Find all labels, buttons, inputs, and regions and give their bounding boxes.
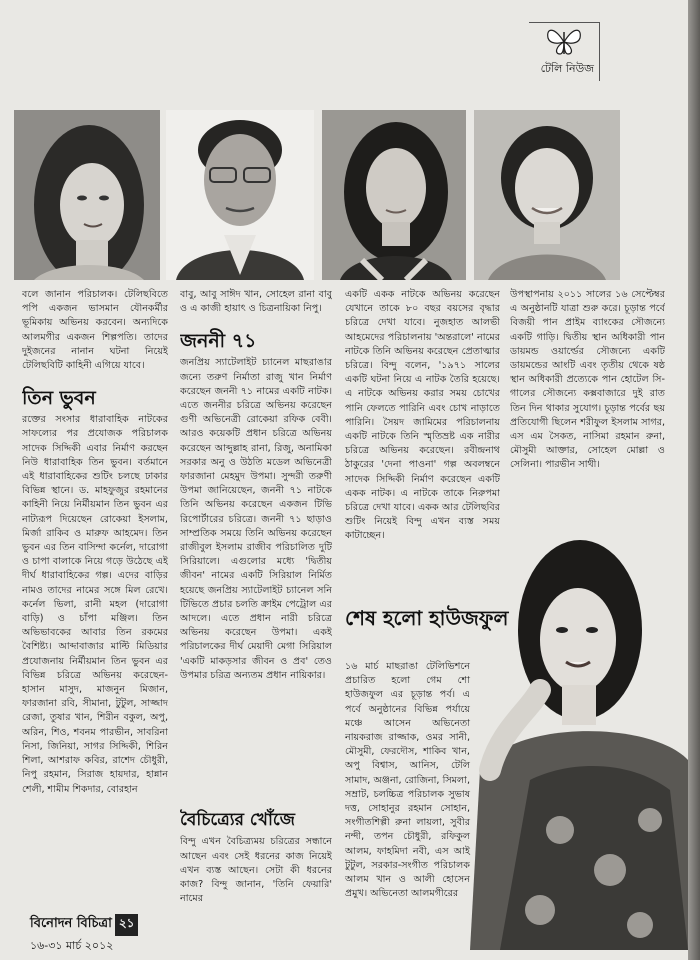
photo-actor: [166, 110, 314, 280]
column-2: [180, 288, 332, 943]
photo-actress-2: [322, 110, 466, 280]
issue-date: ১৬-৩১ মার্চ ২০১২: [30, 939, 114, 952]
page-edge: [688, 0, 700, 960]
heading-housefull: শেষ হলো হাউজফুল: [345, 606, 509, 630]
model-photo: [470, 530, 688, 950]
col2-body2: বিন্দু এখন বৈচিত্র্যময় চরিত্রের সন্ধানে আছেন এবং সেই ধরনের কাজ নিয়েই এখন ব্যস্ত আছেন। সেটা কী ধরনের কাজ? বিন্দু জানান, 'তিনি ফেয়ারি' নামের: [180, 836, 332, 905]
heading-janani-71: জননী ৭১: [180, 330, 257, 353]
col2-body1: জনপ্রিয় স্যাটেলাইট চ্যানেল মাছরাঙার জন্যে তরুণ নির্মাতা রাজু খান নির্মাণ করেছেন জননী ৭১ নামের একটি নাটক। এতে জননীর চরিত্রে অভিনয় করেছেন গুণী অভিনেত্রী রোকেয়া রফিক বেবী। আরও কয়েকটি প্রধান চরিত্রে অভিনয় করেছেন আব্দুল্লাহ রানা, রিজু, অনামিকা সরকার অনু ও উঠতি মডেল অভিনেত্রী ফারজানা মেহমুদ উপমা। সুন্দরী তরুণী উপমা জানিয়েছেন, জননী ৭১ নাটকে তিনি অভিনয় করেছেন একজন টিভি রিপোর্টারের চরিত্রে। জননী ৭১ ছাড়াও সাম্প্রতিক সময়ে তিনি অভিনয় করেছেন রাজীবুল ইসলাম রাজীব পরিচালিত দুটি সিরিয়ালে। এগুলোর মধ্যে 'দ্বিতীয় জীবন' নামের একটি সিরিয়াল নির্মিত হয়েছে জনপ্রিয় স্যাটেলাইট চ্যানেল সনি টিভিতে প্রচার চলতি ক্রাইম পেট্রোল এর আদলে। এতে প্রধান নারী চরিত্রে অভিনয় করেছেন উপমা। একই পরিচালকের দীর্ঘ মেয়াদী মেগা সিরিয়াল 'একটি মাকড়সার জীবন ও প্রব' তেও উপমার চরিত্র অন্যতম প্রধান নায়িকার।: [180, 357, 332, 681]
col3-body: একটি একক নাটকে অভিনয় করেছেন যেখানে তাকে ৮০ বছর বয়সের বৃদ্ধার চরিত্রে দেখা যাবে। নুজহাত আলভী আহমেদের পরিচালনায় 'অন্তরালে' নামের নাটকে তিনি অভিনয় করেছেন প্রেতাত্মার চরিত্রে। বিন্দু বলেন, '১৯৭১ সালের একটি ঘটনা নিয়ে এ নাটক তৈরি হয়েছে। এ নাটকে অভিনয় করার সময় চোখের পানি ফেলতে পারিনি এবং চোখ নাড়াতে পারিনি। সৈয়দ জামিমের পরিচালনায় একটি নাটকে তিনি স্মৃতিভ্রষ্ট এক নারীর চরিত্রে অভিনয় করেছেন। রবীন্দ্রনাথ ঠাকুরের 'দেনা পাওনা' গল্প অবলম্বনে সাদেক সিদ্দিকী নির্মাণ করেছেন একটি একক নাটক। এ নাটকে তাকে নিরুপমা চরিত্রে দেখা যাবে। একক আর টেলিছবির শুটিং নিয়েই বিন্দু এখন ব্যস্ত সময় কাটাচ্ছেন।: [345, 289, 500, 542]
photo-actress-1: [14, 110, 160, 280]
col1-body: রক্তের সংসার ধারাবাহিক নাটকের সাফল্যের পর প্রযোজক পরিচালক সাদেক সিদ্দিকী এবার নির্মাণ করছেন নিউ ধারাবাহিক তিন ভুবন। বর্তমানে এই ধারাবাহিকের শুটিং চলছে ঢাকার বিভিন্ন স্থানে। ড. মাহফুজুর রহমানের কাহিনী নিয়ে নির্মীয়মান তিন ভুবন এর নাট্যরূপ দিয়েছেন রোকেয়া ইসলাম, মির্জা রাকিব ও মারুফ আহমেদ। তিন ভুবন এর তিন বাসিন্দা কর্নেল, দারোগা ও চাপা বালাকে নিয়ে গড়ে উঠেছে এই দীর্ঘ ধারাবাহিকের গল্প। এদের বাড়ির নামও তাদের নামের সঙ্গে মিল রেখে। কর্নেল ভিলা, রানী মহল (দারোগা বাড়ি) ও চাঁপা মঞ্জিল। তিন অভিভাবকের আবার তিন রকমের বৈশিষ্ট্য। আব্দাবাজার মাল্টি মিডিয়ার প্রযোজনায় নির্মীয়মান তিন ভুবন এর বিভিন্ন চরিত্রে অভিনয় করেছেন- হাসান মাসুদ, মাজনুন মিজান, ফারজানা রবি, সীমানা, টুটুল, সাজ্জাদ রেজা, তুষার খান, শিরীন বকুল, অপু, অরিন, শিও, শবনম পারভীন, সাবরিনা নিসা, জিনিয়া, সাগর সিদ্দিকী, শিরিন শিলা, আশরাফ কবির, রাশেদ চৌধুরী, নিপু রহমান, সিরাজ হায়দার, হান্নান শেলী, শামীম শিকদার, বোরহান: [22, 414, 168, 795]
col1-intro: বলে জানান পরিচালক। টেলিছবিতে পপি একজন ভাসমান যৌনকর্মীর ভূমিকায় অভিনয় করবেন। অন্যদিকে আলমগীর একজন শিল্পপতি। তাদের দুইজনের নানান ঘটনা নিয়েই টেলিছবিটি কাহিনী এগিয়ে যাবে।: [22, 289, 168, 372]
heading-tin-bhuban: তিন ভুবন: [22, 387, 96, 410]
photo-actress-3: [474, 110, 620, 280]
col2-intro: বাবু, আবু সাঈদ খান, সোহেল রানা বাবু ও এ কাজী হায়াৎ ও চিত্রনায়িকা নিপু।: [180, 289, 332, 315]
page-footer: [30, 914, 138, 956]
col3-body2: ১৬ মার্চ মাছরাঙা টেলিভিশনে প্রচারিত হলো গেম শো হাউজফুল এর চূড়ান্ত পর্ব। এ পর্বে অনুষ্ঠানের বিভিন্ন পর্যায়ে মঞ্চে আসেন অভিনেতা নায়করাজ রাজ্জাক, ওমর সানী, মৌসুমী, ফেরদৌস, শাকিব খান, অপু বিশ্বাস, আনিস, টেলি সামাদ, অঞ্জনা, রোজিনা, সিমলা, সম্রাট, চলচ্চিত্র পরিচালক সুভাষ দত্ত, সোহানুর রহমান সোহান, সংগীতশিল্পী রুনা লায়লা, সুবীর নন্দী, তপন চৌধুরী, রফিকুল আলম, ফাহমিদা নবী, এস আই টুটুল, সরকার-সংগীত পরিচালক আলম খান ও আলী হোসেন প্রমুখ। অভিনেতা আলমগীরের: [345, 661, 470, 900]
section-label: টেলি নিউজ: [540, 62, 594, 75]
page-number: ২১: [115, 914, 139, 936]
heading-boichitrer-khonje: বৈচিত্র্যের খোঁজে: [180, 810, 295, 831]
magazine-name: বিনোদন বিচিত্রা: [30, 916, 112, 931]
section-header: [530, 22, 600, 80]
butterfly-icon: [544, 24, 584, 58]
column-1: [22, 288, 168, 943]
col4-body: উপস্থাপনায় ২০১১ সালের ১৬ সেপ্টেম্বর এ অনুষ্ঠানটি যাত্রা শুরু করে। চূড়ান্ত পর্বে বিজয়ী পান প্রাইম ব্যাংকের সৌজন্যে একটি গাড়ি। দ্বিতীয় স্থান অধিকারী পান ডায়মন্ড ওয়ার্ল্ডের সৌজন্যে একটি ডায়মন্ডের আংটি এবং তৃতীয় থেকে ষষ্ঠ স্থান অধিকারী প্রত্যেকে পান হোটেল সি-গালের সৌজন্যে কক্সবাজারে দুই রাত তিন দিন থাকার সুযোগ। চূড়ান্ত পর্বের ছয় প্রতিযোগী ছিলেন শরীফুল ইসলাম সাগর, এস এম সৈকত, নাসিমা রহমান রুনা, মৌসুমী আক্তার, সোহেল মোল্লা ও সেলিনা। পারভীন সাথী।: [510, 289, 665, 471]
